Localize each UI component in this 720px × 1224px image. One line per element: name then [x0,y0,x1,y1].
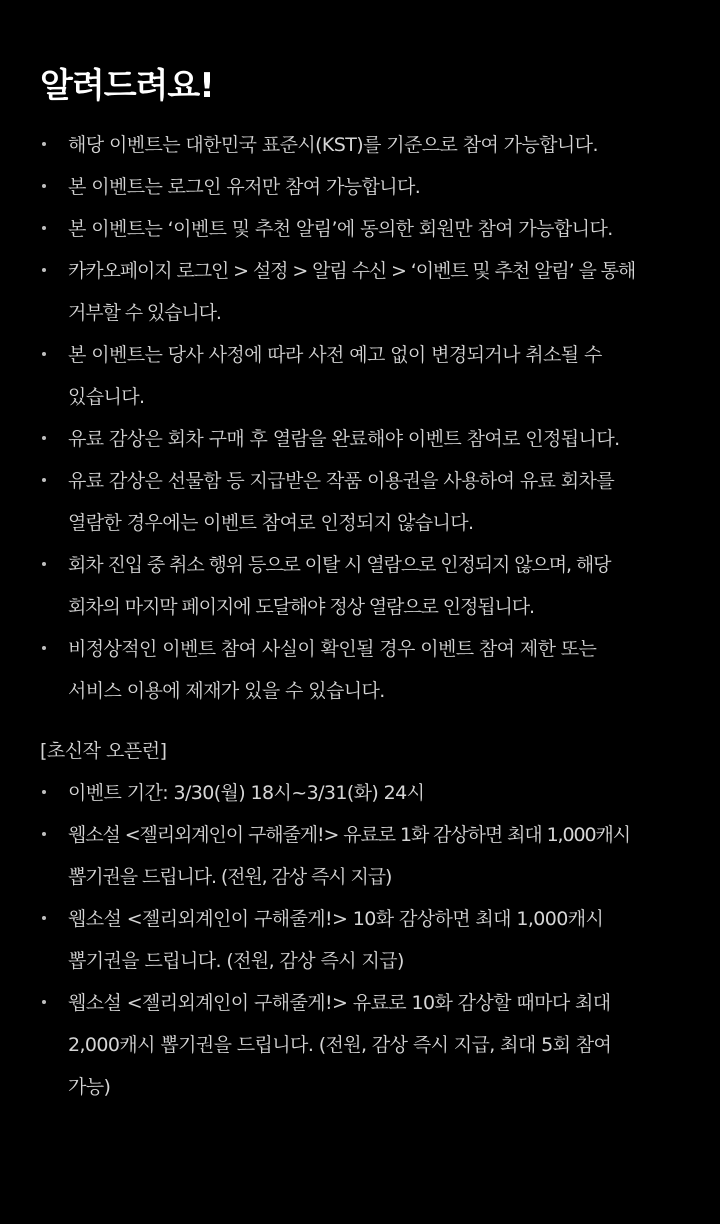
bullet-dot-icon [42,478,46,482]
event-item-reward-2 [40,898,720,982]
notice-item-login [40,166,720,208]
bullet-dot-icon [42,226,46,230]
bullet-dot-icon [42,184,46,188]
notice-item-text: 유료 감상은 선물함 등 지급받은 작품 이용권을 사용하여 유료 회차를 열람한 경우에는 이벤트 참여로 인정되지 않습니다. [68,470,615,534]
notice-item-consent [40,208,720,250]
bullet-dot-icon [42,562,46,566]
notice-title: 알려드려요! [40,66,214,106]
notice-item-text: 본 이벤트는 당사 사정에 따라 사전 예고 없이 변경되거나 취소될 수 있습니다. [68,344,602,408]
event-item-text: 웹소설 <젤리외계인이 구해줄게!> 유료로 1화 감상하면 최대 1,000캐시 뽑기권을 드립니다. (전원, 감상 즉시 지급) [68,824,630,888]
event-item-text: 이벤트 기간: 3/30(월) 18시~3/31(화) 24시 [68,782,425,804]
bullet-dot-icon [42,268,46,272]
notice-item-exit [40,544,720,628]
bullet-dot-icon [42,352,46,356]
event-heading: [초신작 오픈런] [40,740,167,762]
bullet-dot-icon [42,142,46,146]
notice-item-text: 회차 진입 중 취소 행위 등으로 이탈 시 열람으로 인정되지 않으며, 해당 회차의 마지막 페이지에 도달해야 정상 열람으로 인정됩니다. [68,554,611,618]
notice-item-text: 유료 감상은 회차 구매 후 열람을 완료해야 이벤트 참여로 인정됩니다. [68,428,620,450]
notice-item-optout [40,250,720,334]
notice-item-text: 본 이벤트는 로그인 유저만 참여 가능합니다. [68,176,421,198]
notice-item-gift-ticket [40,460,720,544]
event-item-reward-1 [40,814,720,898]
bullet-dot-icon [42,646,46,650]
bullet-dot-icon [42,436,46,440]
bullet-dot-icon [42,790,46,794]
bullet-dot-icon [42,916,46,920]
notice-item-paid-view [40,418,720,460]
notice-item-text: 본 이벤트는 ‘이벤트 및 추천 알림’에 동의한 회원만 참여 가능합니다. [68,218,613,240]
notice-item-text: 비정상적인 이벤트 참여 사실이 확인될 경우 이벤트 참여 제한 또는 서비스 이용에 제재가 있을 수 있습니다. [68,638,597,702]
event-item-text: 웹소설 <젤리외계인이 구해줄게!> 10화 감상하면 최대 1,000캐시 뽑기권을 드립니다. (전원, 감상 즉시 지급) [68,908,604,972]
bullet-dot-icon [42,832,46,836]
notice-item-text: 해당 이벤트는 대한민국 표준시(KST)를 기준으로 참여 가능합니다. [68,134,598,156]
notice-item-change [40,334,720,418]
event-item-text: 웹소설 <젤리외계인이 구해줄게!> 유료로 10화 감상할 때마다 최대 2,000캐시 뽑기권을 드립니다. (전원, 감상 즉시 지급, 최대 5회 참여 가능) [68,992,612,1098]
notice-item-abuse [40,628,720,712]
event-item-reward-3 [40,982,720,1108]
event-list [40,772,720,1108]
event-item-period [40,772,720,814]
bullet-dot-icon [42,1000,46,1004]
notice-item-text: 카카오페이지 로그인 > 설정 > 알림 수신 > ‘이벤트 및 추천 알림’ 을 통해 거부할 수 있습니다. [68,260,636,324]
notice-list [40,124,720,712]
notice-item-kst [40,124,720,166]
